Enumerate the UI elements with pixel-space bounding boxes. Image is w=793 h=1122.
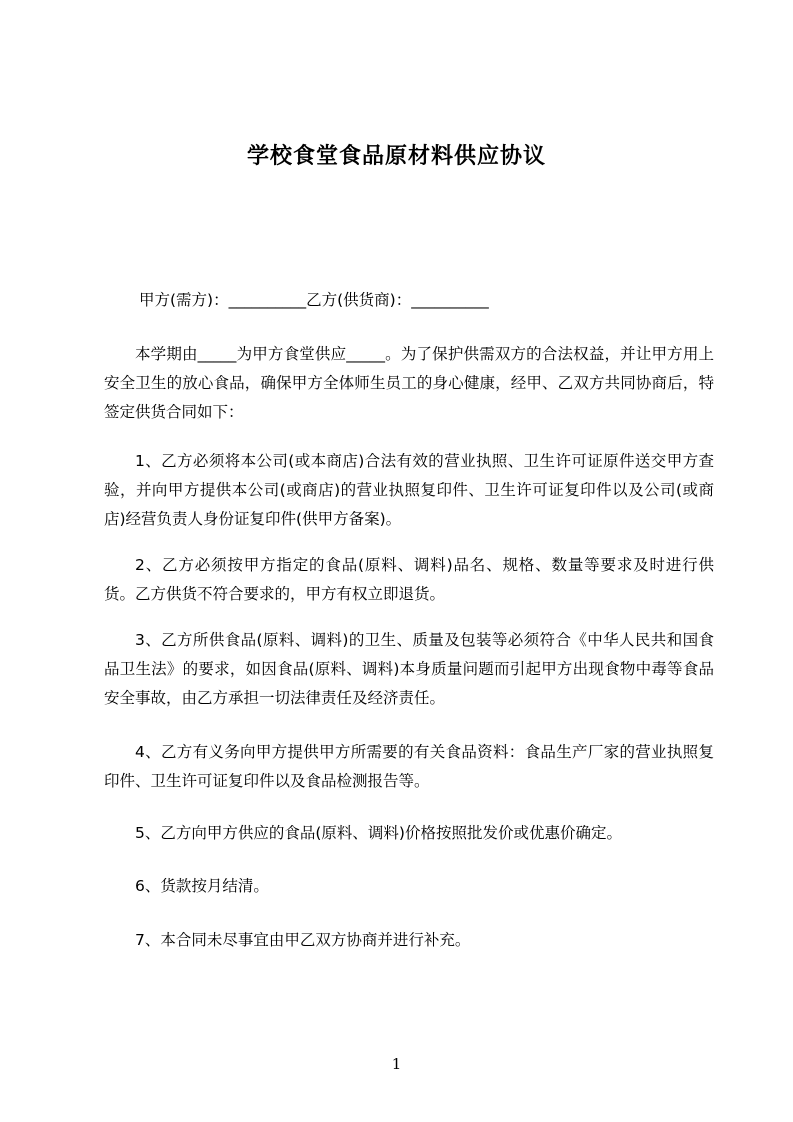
clause-6: 6、货款按月结清。 [135,877,269,895]
clause-4: 4、乙方有义务向甲方提供甲方所需要的有关食品资料：食品生产厂家的营业执照复印件、卫生许可证复印件以及食品检测报告等。 [104,743,714,790]
clause-5: 5、乙方向甲方供应的食品(原料、调料)价格按照批发价或优惠价确定。 [135,824,622,842]
page-number: 1 [391,1055,402,1073]
clause-3: 3、乙方所供食品(原料、调料)的卫生、质量及包装等必须符合《中华人民共和国食品卫生法》的要求，如因食品(原料、调料)本身质量问题而引起甲方出现食物中毒等食品安全事故，由乙方承担一切法律责任及经济责任。 [104,631,714,707]
clause-1: 1、乙方必须将本公司(或本商店)合法有效的营业执照、卫生许可证原件送交甲方查验，并向甲方提供本公司(或商店)的营业执照复印件、卫生许可证复印件以及公司(或商店)经营负责人身份证复印件(供甲方备案)。 [104,452,714,528]
intro-paragraph: 本学期由_____为甲方食堂供应_____。为了保护供需双方的合法权益，并让甲方用上安全卫生的放心食品，确保甲方全体师生员工的身心健康，经甲、乙双方共同协商后，特签定供货合同如下： [104,345,714,421]
clause-2: 2、乙方必须按甲方指定的食品(原料、调料)品名、规格、数量等要求及时进行供货。乙方供货不符合要求的，甲方有权立即退货。 [104,556,714,603]
clause-7: 7、本合同未尽事宜由甲乙双方协商并进行补充。 [135,931,471,949]
document-title: 学校食堂食品原材料供应协议 [246,144,546,169]
parties-line: 甲方(需方)：__________乙方(供货商)：__________ [139,291,489,309]
